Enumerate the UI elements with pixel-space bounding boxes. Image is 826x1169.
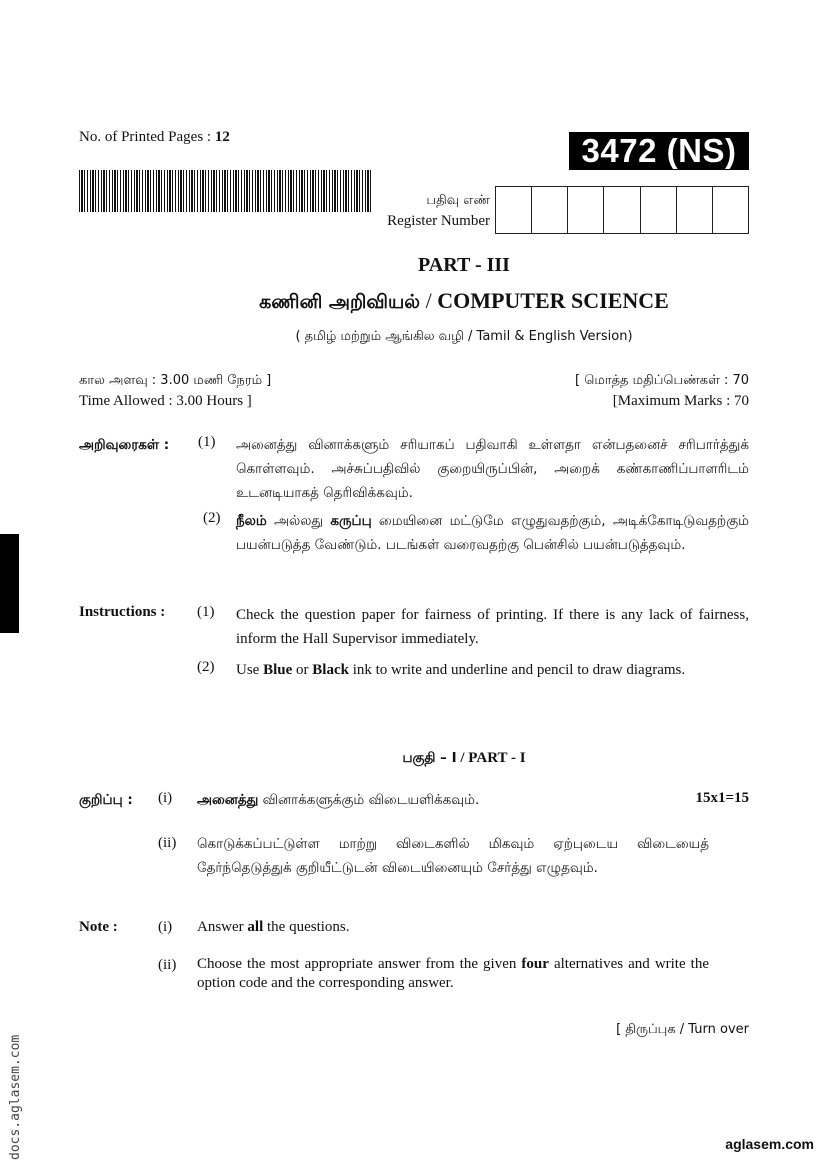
register-digit-box[interactable] bbox=[496, 187, 531, 233]
instruction-tamil-2 bbox=[236, 509, 749, 557]
printed-pages-value: 12 bbox=[214, 129, 230, 145]
note-english-1-rest: the questions. bbox=[263, 919, 350, 935]
turn-over-text: [ திருப்புக / Turn over bbox=[616, 1022, 749, 1037]
register-digit-box[interactable] bbox=[531, 187, 567, 233]
four-word: four bbox=[521, 956, 549, 972]
instruction-english-1: Check the question paper for fairness of printing. If there is any lack of fairness, inform the Hall Supervisor immediately. bbox=[236, 607, 749, 647]
register-digit-box[interactable] bbox=[676, 187, 712, 233]
margin-black-bar bbox=[0, 534, 19, 633]
register-digit-box[interactable] bbox=[640, 187, 676, 233]
blue-word-tamil: நீலம் bbox=[236, 513, 267, 529]
subject-english: COMPUTER SCIENCE bbox=[437, 288, 669, 313]
instruction-english-2 bbox=[236, 658, 749, 682]
marks-distribution: 15x1=15 bbox=[695, 790, 749, 806]
register-label-tamil: பதிவு எண் bbox=[426, 193, 490, 208]
register-digit-box[interactable] bbox=[603, 187, 639, 233]
note-number: (i) bbox=[158, 790, 173, 806]
subject-title bbox=[79, 288, 826, 314]
instruction-number: (1) bbox=[197, 604, 215, 620]
register-number-boxes[interactable] bbox=[495, 186, 749, 234]
time-allowed-english: Time Allowed : 3.00 Hours ] bbox=[79, 393, 252, 409]
time-allowed-tamil: கால அளவு : 3.00 மணி நேரம் ] bbox=[79, 373, 272, 388]
note-tamil-1 bbox=[197, 788, 479, 812]
printed-pages-label: No. of Printed Pages : bbox=[79, 129, 215, 145]
instruction-number: (2) bbox=[203, 510, 221, 526]
max-marks-tamil: [ மொத்த மதிப்பெண்கள் : 70 bbox=[575, 373, 749, 388]
barcode bbox=[79, 170, 372, 212]
side-watermark: docs.aglasem.com bbox=[8, 1034, 23, 1160]
note-english-2-a: Choose the most appropriate answer from the given bbox=[197, 956, 522, 972]
register-digit-box[interactable] bbox=[567, 187, 603, 233]
part-title: PART - III bbox=[418, 254, 510, 276]
instruction-tamil-1: அனைத்து வினாக்களும் சரியாகப் பதிவாகி உள்ளதா என்பதனைச் சரிபார்த்துக் கொள்ளவும். அச்சுப்பதிவில் குறையிருப்பின், அறைக் கண்காணிப்பாளரிடம் உடனடியாகத் தெரிவிக்கவும். bbox=[236, 437, 749, 501]
instruction-english-2-or: or bbox=[292, 662, 313, 678]
blue-word: Blue bbox=[263, 662, 293, 678]
instructions-tamil-label: அறிவுரைகள் : bbox=[79, 437, 170, 453]
printed-pages bbox=[79, 129, 230, 146]
instruction-number: (1) bbox=[198, 434, 216, 450]
instructions-english-label: Instructions : bbox=[79, 604, 166, 620]
subject-separator: / bbox=[420, 288, 438, 313]
instruction-tamil-2-or: அல்லது bbox=[266, 513, 331, 529]
all-word: all bbox=[247, 919, 264, 935]
version-note bbox=[79, 325, 826, 349]
all-word-tamil: அனைத்து bbox=[197, 792, 259, 808]
register-number-label bbox=[360, 190, 490, 232]
note-english-2 bbox=[197, 955, 709, 993]
black-word-tamil: கருப்பு bbox=[330, 513, 372, 529]
note-number: (i) bbox=[158, 919, 173, 935]
note-english-2-rest: alternatives and write the option code and the corresponding answer. bbox=[197, 956, 709, 991]
part-one-heading bbox=[79, 746, 826, 770]
part-one-heading-tamil: பகுதி – I bbox=[402, 750, 457, 766]
register-digit-box[interactable] bbox=[712, 187, 748, 233]
turn-over-note bbox=[450, 1018, 749, 1042]
instruction-tamil-2-rest: மையினை மட்டுமே எழுதுவதற்கும், அடிக்கோடிடுவதற்கும் பயன்படுத்த வேண்டும். படங்கள் வரைவதற்கு பென்சில் பயன்படுத்தவும். bbox=[236, 513, 749, 553]
note-tamil-2: கொடுக்கப்பட்டுள்ள மாற்று விடைகளில் மிகவும் ஏற்புடைய விடையைத் தேர்ந்தெடுத்துக் குறியீட்டுடன் விடையினையும் சேர்த்து எழுதவும். bbox=[197, 836, 709, 876]
black-word: Black bbox=[312, 662, 349, 678]
site-watermark: aglasem.com bbox=[725, 1136, 814, 1152]
note-number: (ii) bbox=[158, 835, 177, 851]
instruction-number: (2) bbox=[197, 659, 215, 675]
max-marks-english: [Maximum Marks : 70 bbox=[612, 393, 749, 409]
register-label-english: Register Number bbox=[387, 213, 490, 229]
version-text: ( தமிழ் மற்றும் ஆங்கில வழி / Tamil & English Version) bbox=[295, 329, 633, 344]
note-number: (ii) bbox=[158, 957, 177, 973]
paper-code: 3472 (NS) bbox=[569, 132, 749, 170]
part-one-heading-english: / PART - I bbox=[456, 750, 526, 766]
instruction-english-2-a: Use bbox=[236, 662, 264, 678]
instruction-english-2-rest: ink to write and underline and pencil to draw diagrams. bbox=[348, 662, 686, 678]
note-tamil-label: குறிப்பு : bbox=[79, 792, 133, 808]
subject-tamil: கணினி அறிவியல் bbox=[259, 291, 421, 313]
note-english-1-a: Answer bbox=[197, 919, 248, 935]
note-tamil-1-rest: வினாக்களுக்கும் விடையளிக்கவும். bbox=[258, 792, 480, 808]
note-english-1 bbox=[197, 919, 350, 936]
note-english-label: Note : bbox=[79, 919, 118, 935]
